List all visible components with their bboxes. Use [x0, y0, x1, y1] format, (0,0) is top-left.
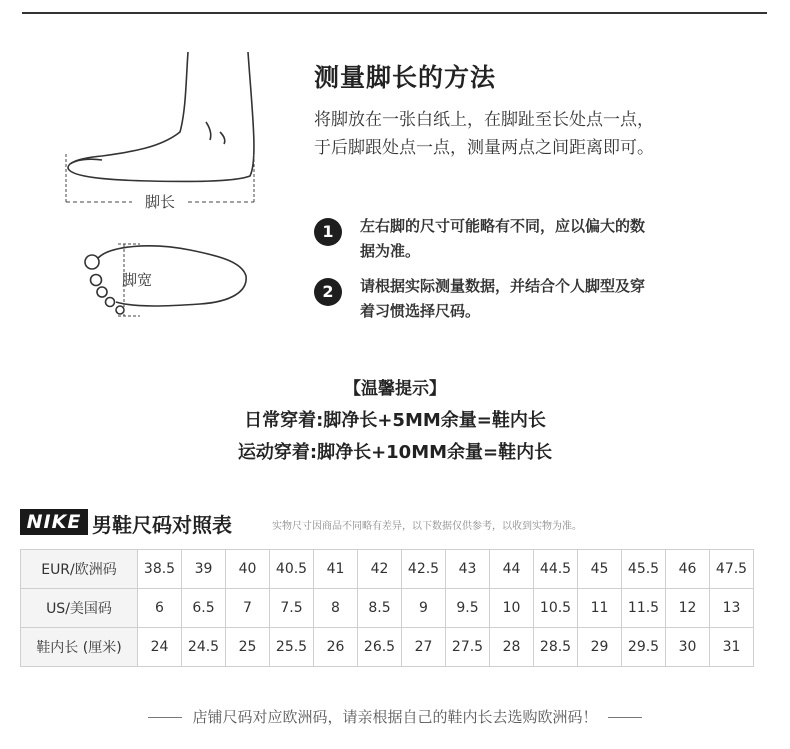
note-line: 据为准。 — [360, 242, 421, 260]
table-cell: 7.5 — [270, 589, 314, 628]
note-line: 着习惯选择尺码。 — [360, 302, 481, 320]
table-cell: 31 — [710, 628, 754, 667]
table-cell: 25.5 — [270, 628, 314, 667]
table-cell: 38.5 — [138, 550, 182, 589]
foot-measure-illustration — [40, 40, 290, 340]
table-cell: 11.5 — [622, 589, 666, 628]
table-cell: 24.5 — [182, 628, 226, 667]
table-cell: 28 — [490, 628, 534, 667]
table-cell: 46 — [666, 550, 710, 589]
size-table-body — [21, 550, 754, 667]
note-text — [360, 274, 720, 324]
table-cell: 28.5 — [534, 628, 578, 667]
table-cell: 10 — [490, 589, 534, 628]
footer-dash-left — [148, 717, 182, 718]
footer-text: 店铺尺码对应欧洲码，请亲根据自己的鞋内长去选购欧洲码！ — [192, 708, 598, 726]
table-cell: 30 — [666, 628, 710, 667]
note-number-badge: 2 — [314, 278, 342, 306]
method-line-2: 于后脚跟处点一点，测量两点之间距离即可。 — [314, 138, 654, 158]
nike-logo: NIKE — [20, 509, 88, 535]
table-cell: 11 — [578, 589, 622, 628]
footer-note — [0, 706, 790, 727]
table-cell: 40 — [226, 550, 270, 589]
table-cell: 7 — [226, 589, 270, 628]
row-header: US/美国码 — [21, 589, 138, 628]
row-header: EUR/欧洲码 — [21, 550, 138, 589]
table-row — [21, 550, 754, 589]
top-divider — [22, 12, 767, 14]
table-cell: 24 — [138, 628, 182, 667]
table-cell: 27.5 — [446, 628, 490, 667]
table-cell: 8 — [314, 589, 358, 628]
table-cell: 8.5 — [358, 589, 402, 628]
foot-top-icon — [85, 246, 246, 314]
footer-dash-right — [608, 717, 642, 718]
table-row — [21, 589, 754, 628]
table-cell: 45.5 — [622, 550, 666, 589]
table-cell: 45 — [578, 550, 622, 589]
note-number-badge: 1 — [314, 218, 342, 246]
method-title: 测量脚长的方法 — [314, 63, 497, 92]
foot-length-label: 脚长 — [144, 193, 176, 211]
foot-side-icon — [68, 52, 254, 181]
table-cell: 6 — [138, 589, 182, 628]
table-cell: 9.5 — [446, 589, 490, 628]
row-header: 鞋内长 (厘米) — [21, 628, 138, 667]
note-text — [360, 214, 720, 264]
table-cell: 29 — [578, 628, 622, 667]
table-row — [21, 628, 754, 667]
size-table — [20, 549, 754, 667]
tips-daily: 日常穿着:脚净长+5MM余量=鞋内长 — [244, 410, 546, 431]
table-cell: 9 — [402, 589, 446, 628]
table-cell: 26.5 — [358, 628, 402, 667]
table-cell: 26 — [314, 628, 358, 667]
method-description — [314, 106, 754, 162]
size-chart-note: 实物尺寸因商品不同略有差异，以下数据仅供参考，以收到实物为准。 — [272, 521, 582, 532]
table-cell: 40.5 — [270, 550, 314, 589]
tips-title: 【温馨提示】 — [344, 379, 446, 399]
table-cell: 41 — [314, 550, 358, 589]
table-cell: 42.5 — [402, 550, 446, 589]
table-cell: 39 — [182, 550, 226, 589]
table-cell: 44.5 — [534, 550, 578, 589]
table-cell: 42 — [358, 550, 402, 589]
method-line-1: 将脚放在一张白纸上，在脚趾至长处点一点， — [314, 110, 654, 130]
table-cell: 29.5 — [622, 628, 666, 667]
size-chart-title: 男鞋尺码对照表 — [92, 513, 232, 537]
note-line: 左右脚的尺寸可能略有不同，应以偏大的数 — [360, 217, 646, 235]
table-cell: 6.5 — [182, 589, 226, 628]
table-cell: 12 — [666, 589, 710, 628]
table-cell: 13 — [710, 589, 754, 628]
table-cell: 47.5 — [710, 550, 754, 589]
table-cell: 44 — [490, 550, 534, 589]
table-cell: 10.5 — [534, 589, 578, 628]
table-cell: 25 — [226, 628, 270, 667]
note-line: 请根据实际测量数据，并结合个人脚型及穿 — [360, 277, 646, 295]
table-cell: 43 — [446, 550, 490, 589]
table-cell: 27 — [402, 628, 446, 667]
tips-sport: 运动穿着:脚净长+10MM余量=鞋内长 — [237, 442, 553, 463]
foot-width-label: 脚宽 — [122, 271, 153, 289]
